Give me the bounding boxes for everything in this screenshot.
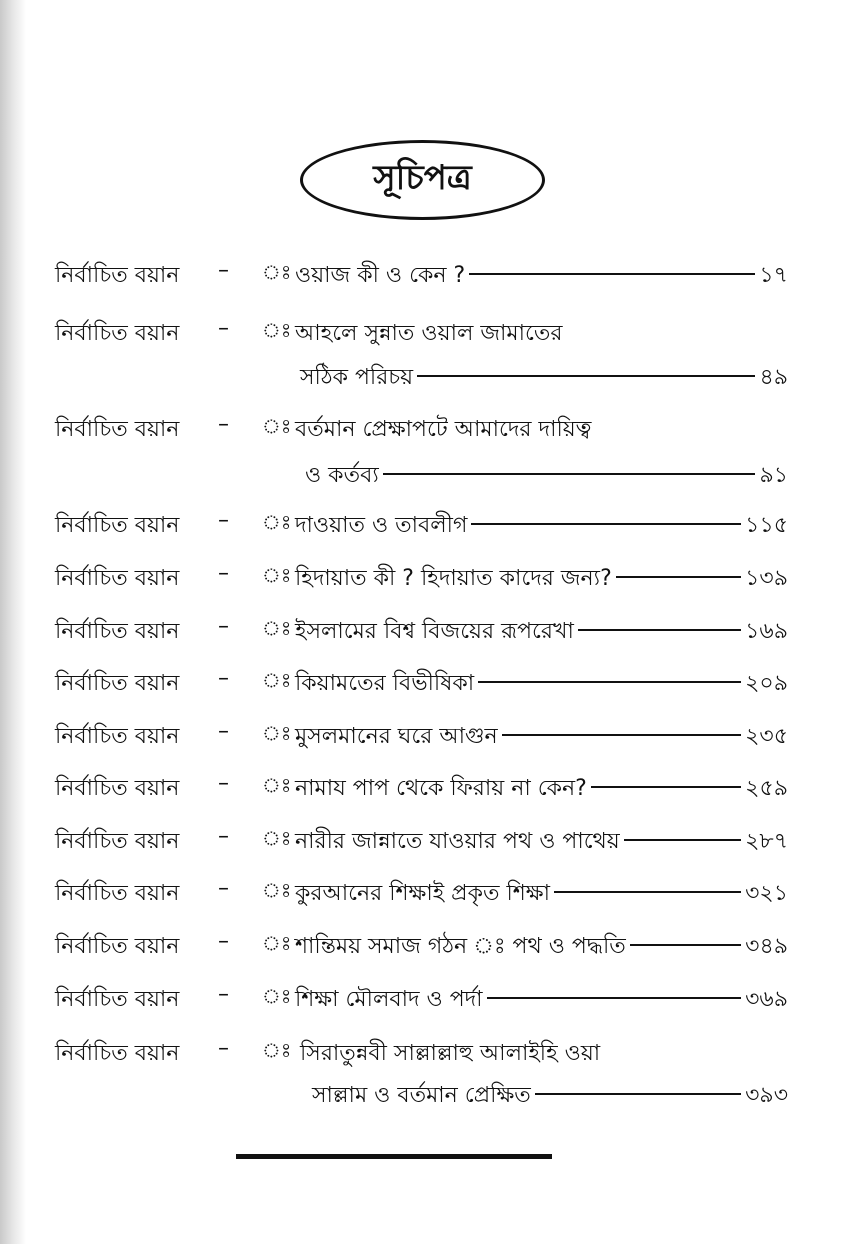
entry-dash: –	[218, 982, 229, 1007]
entry-title-line	[295, 771, 788, 808]
entry-title-line	[295, 719, 788, 756]
entry-title: বর্তমান প্রেক্ষাপটে আমাদের দায়িত্ব	[295, 417, 592, 442]
entry-title-line	[295, 982, 788, 1019]
entry-label: নির্বাচিত বয়ান	[55, 829, 180, 854]
entry-label: নির্বাচিত বয়ান	[55, 776, 180, 801]
entry-page-number: ৩৪৯	[745, 934, 788, 959]
entry-title-line	[295, 316, 562, 353]
entry-separator: ঃ	[262, 668, 292, 692]
leader-line	[471, 523, 741, 525]
entry-separator: ঃ	[262, 1038, 292, 1062]
entry-page-number: ২৮৭	[745, 829, 788, 854]
entry-separator: ঃ	[262, 510, 292, 534]
entry-title-line	[300, 360, 788, 397]
entry-dash: –	[218, 614, 229, 639]
entry-dash: –	[218, 508, 229, 533]
entry-page-number: ৩৬৯	[745, 987, 788, 1012]
entry-title: ওয়াজ কী ও কেন ?	[295, 263, 466, 288]
entry-title-line	[300, 1036, 600, 1073]
entry-page-number: ৯১	[759, 463, 788, 488]
leader-line	[478, 681, 741, 683]
entry-dash: –	[218, 258, 229, 283]
entry-title-line	[295, 561, 788, 598]
entry-dash: –	[218, 316, 229, 341]
entry-label: নির্বাচিত বয়ান	[55, 263, 180, 288]
entry-separator: ঃ	[262, 563, 292, 587]
entry-title: নামায পাপ থেকে ফিরায় না কেন?	[295, 776, 587, 801]
entry-label: নির্বাচিত বয়ান	[55, 566, 180, 591]
entry-dash: –	[218, 1036, 229, 1061]
entry-page-number: ২৫৯	[745, 776, 788, 801]
entry-title-line	[295, 258, 788, 295]
entry-title: দাওয়াত ও তাবলীগ	[295, 513, 468, 538]
leader-line	[469, 273, 755, 275]
entry-separator: ঃ	[262, 773, 292, 797]
entry-title-line	[295, 929, 788, 966]
entry-label: নির্বাচিত বয়ান	[55, 881, 180, 906]
entry-title-line	[295, 824, 788, 861]
entry-title: কুরআনের শিক্ষাই প্রকৃত শিক্ষা	[295, 881, 550, 906]
entry-title-line	[295, 876, 788, 913]
entry-label: নির্বাচিত বয়ান	[55, 934, 180, 959]
toc-title-text: সূচিপত্র	[373, 157, 472, 198]
entry-page-number: ৩২১	[745, 881, 788, 906]
leader-line	[616, 576, 741, 578]
entry-title: নারীর জান্নাতে যাওয়ার পথ ও পাথেয়	[295, 829, 620, 854]
entry-separator: ঃ	[262, 414, 292, 438]
entry-title: শিক্ষা মৌলবাদ ও পর্দা	[295, 987, 483, 1012]
entry-separator: ঃ	[262, 826, 292, 850]
entry-title-continued: সঠিক পরিচয়	[300, 365, 414, 390]
entry-separator: ঃ	[262, 318, 292, 342]
entry-page-number: ১৬৯	[745, 619, 788, 644]
entry-separator: ঃ	[262, 260, 292, 284]
entry-page-number: ২৩৫	[745, 724, 788, 749]
leader-line	[624, 839, 741, 841]
entry-separator: ঃ	[262, 721, 292, 745]
entry-title: সিরাতুন্নবী সাল্লাল্লাহু আলাইহি ওয়া	[300, 1041, 601, 1066]
entry-title: শান্তিময় সমাজ গঠন ঃ পথ ও পদ্ধতি	[295, 934, 626, 959]
entry-label: নির্বাচিত বয়ান	[55, 417, 180, 442]
entry-dash: –	[218, 876, 229, 901]
entry-label: নির্বাচিত বয়ান	[55, 619, 180, 644]
entry-label: নির্বাচিত বয়ান	[55, 987, 180, 1012]
entry-page-number: ৪৯	[759, 365, 788, 390]
entry-dash: –	[218, 666, 229, 691]
entry-label: নির্বাচিত বয়ান	[55, 724, 180, 749]
entry-dash: –	[218, 412, 229, 437]
entry-dash: –	[218, 561, 229, 586]
entry-title-line	[312, 1078, 788, 1115]
entry-title-line	[295, 412, 591, 449]
leader-line	[383, 473, 756, 475]
leader-line	[417, 375, 755, 377]
leader-line	[487, 997, 742, 999]
entry-title: হিদায়াত কী ? হিদায়াত কাদের জন্য?	[295, 566, 612, 591]
entry-dash: –	[218, 824, 229, 849]
entry-dash: –	[218, 719, 229, 744]
entry-label: নির্বাচিত বয়ান	[55, 321, 180, 346]
leader-line	[578, 629, 741, 631]
leader-line	[630, 944, 741, 946]
entry-title-line	[295, 666, 788, 703]
entry-page-number: ১১৫	[745, 513, 788, 538]
entry-dash: –	[218, 771, 229, 796]
leader-line	[591, 786, 741, 788]
entry-page-number: ১৭	[759, 263, 788, 288]
entry-page-number: ২০৯	[745, 671, 788, 696]
entry-title: মুসলমানের ঘরে আগুন	[295, 724, 498, 749]
entry-separator: ঃ	[262, 878, 292, 902]
entry-label: নির্বাচিত বয়ান	[55, 513, 180, 538]
leader-line	[554, 891, 741, 893]
entry-separator: ঃ	[262, 616, 292, 640]
entry-title-continued: সাল্লাম ও বর্তমান প্রেক্ষিত	[312, 1083, 531, 1108]
bottom-divider	[236, 1154, 552, 1159]
entry-title: কিয়ামতের বিভীষিকা	[295, 671, 475, 696]
entry-label: নির্বাচিত বয়ান	[55, 671, 180, 696]
entry-dash: –	[218, 929, 229, 954]
entry-title-line	[295, 614, 788, 651]
entry-title-continued: ও কর্তব্য	[305, 463, 379, 488]
entry-page-number: ৩৯৩	[745, 1083, 788, 1108]
entry-page-number: ১৩৯	[745, 566, 788, 591]
entry-label: নির্বাচিত বয়ান	[55, 1041, 180, 1066]
entry-title: আহলে সুন্নাত ওয়াল জামাতের	[295, 321, 563, 346]
entry-title-line	[295, 508, 788, 545]
entry-separator: ঃ	[262, 931, 292, 955]
entry-title-line	[305, 458, 788, 495]
leader-line	[535, 1093, 741, 1095]
leader-line	[502, 734, 741, 736]
entry-title: ইসলামের বিশ্ব বিজয়ের রূপরেখা	[295, 619, 574, 644]
entry-separator: ঃ	[262, 984, 292, 1008]
